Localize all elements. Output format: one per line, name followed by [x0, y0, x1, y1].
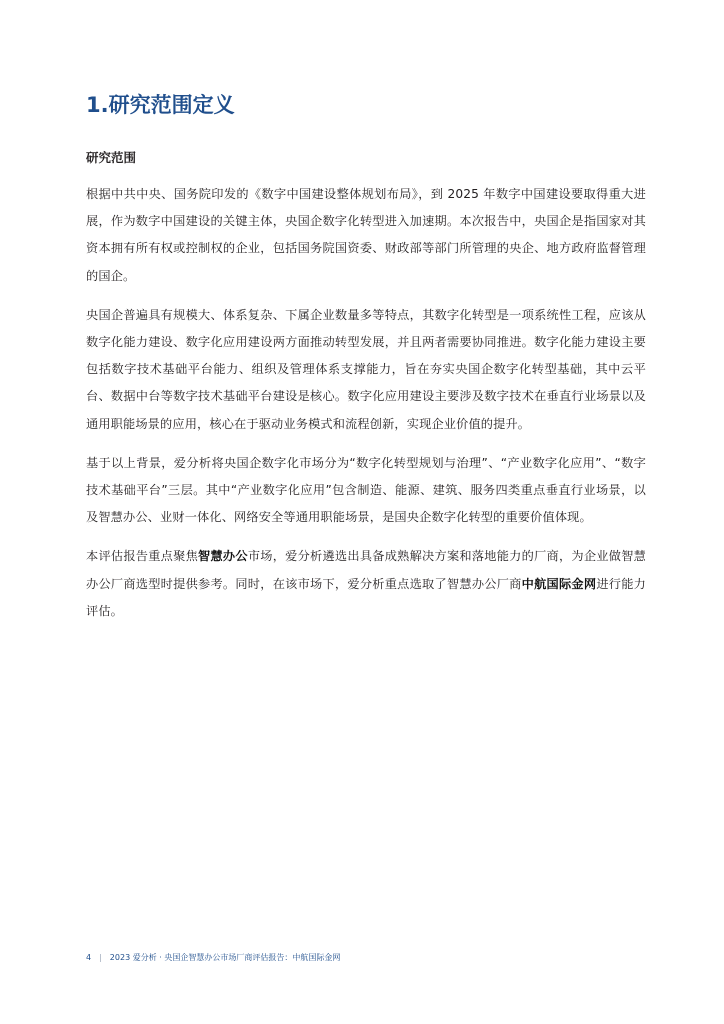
page-footer	[86, 951, 340, 965]
paragraph-4-text-c: 进行能力评估。	[86, 576, 647, 618]
paragraph-3: 基于以上背景，爱分析将央国企数字化市场分为“数字化转型规划与治理”、“产业数字化应用”、“数字技术基础平台”三层。其中“产业数字化应用”包含制造、能源、建筑、服务四类重点垂直行业场景，以及智慧办公、业财一体化、网络安全等通用职能场景，是国央企数字化转型的重要价值体现。	[86, 455, 646, 525]
paragraph-2: 央国企普遍具有规模大、体系复杂、下属企业数量多等特点，其数字化转型是一项系统性工程，应该从数字化能力建设、数字化应用建设两方面推动转型发展，并且两者需要协同推进。数字化能力建设主要包括数字技术基础平台能力、组织及管理体系支撑能力，旨在夯实央国企数字化转型基础，其中云平台、数据中台等数字技术基础平台建设是核心。数字化应用建设主要涉及数字技术在垂直行业场景以及通用职能场景的应用，核心在于驱动业务模式和流程创新，实现企业价值的提升。	[86, 307, 646, 431]
page-number: 4	[86, 953, 92, 962]
paragraph-1: 根据中共中央、国务院印发的《数字中国建设整体规划布局》，到 2025 年数字中国建设要取得重大进展，作为数字中国建设的关键主体，央国企数字化转型进入加速期。本次报告中，央国企是指国家对其资本拥有所有权或控制权的企业，包括国务院国资委、财政部等部门所管理的央企、地方政府监督管理的国企。	[86, 187, 646, 283]
highlight-smart-office: 智慧办公	[198, 549, 248, 564]
paragraph-4-text-a: 本评估报告重点聚焦	[86, 549, 199, 564]
body-text	[86, 181, 646, 637]
section-title: 1.研究范围定义	[86, 93, 235, 117]
highlight-vendor-name: 中航国际金网	[521, 576, 597, 591]
subheading: 研究范围	[86, 150, 137, 165]
paragraph-4	[86, 543, 646, 625]
footer-report-title: 2023 爱分析 · 央国企智慧办公市场厂商评估报告：中航国际金网	[109, 953, 341, 962]
paragraph-4-text-b: 市场，爱分析遴选出具备成熟解决方案和落地能力的厂商，为企业做智慧办公厂商选型时提供参考。同时，在该市场下，爱分析重点选取了智慧办公厂商	[86, 549, 646, 591]
footer-separator: |	[99, 953, 102, 962]
